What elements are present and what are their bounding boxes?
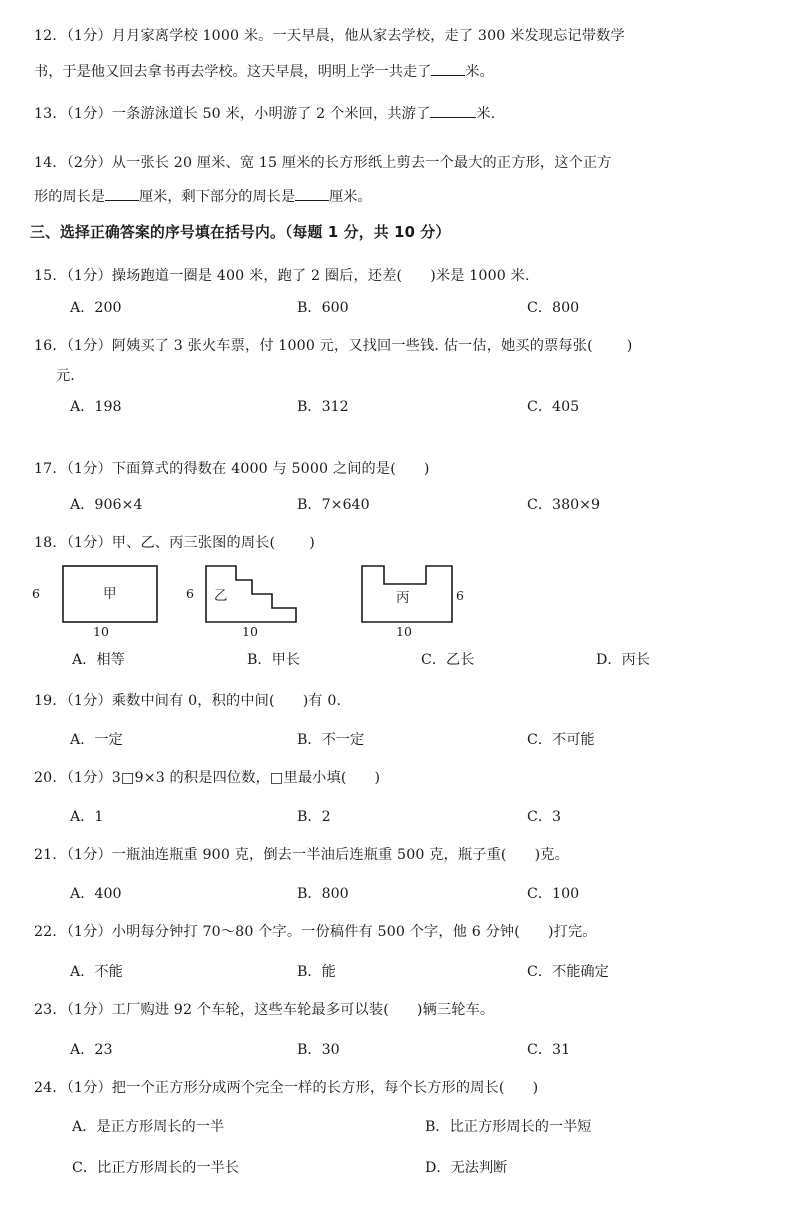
question-23-text-b: )辆三轮车。 [416,1002,495,1018]
question-23-text-a: 23．（1分）工厂购进 92 个车轮，这些车轮最多可以装( [34,1002,389,1018]
question-14-text-c: 厘米。 [329,189,372,205]
question-21-text-a: 21．（1分）一瓶油连瓶重 900 克，倒去一半油后连瓶重 500 克，瓶子重( [34,847,507,863]
question-15-options [0,297,798,319]
option-b[interactable]: B．能 [297,964,336,980]
option-c[interactable]: C．405 [527,399,580,415]
figure-bing-width-label: 10 [396,624,412,639]
option-c[interactable]: C．3 [527,809,562,825]
figure-yi-name: 乙 [214,588,228,604]
question-18-text-b: ) [309,535,315,551]
question-19-options [0,729,798,751]
figure-bing-name: 丙 [396,590,410,606]
option-d[interactable]: D．无法判断 [425,1160,508,1176]
question-14-text-b: 厘米，剩下部分的周长是 [138,189,296,205]
question-17-text-a: 17．（1分）下面算式的得数在 4000 与 5000 之间的是( [34,461,396,477]
question-12-text-line-2-after: 米。 [465,64,494,80]
option-a[interactable]: A．23 [70,1042,113,1058]
question-22-text-b: )打完。 [547,924,597,940]
answer-blank[interactable] [430,117,476,118]
figure-yi-shape [186,560,314,630]
question-15-text-a: 15．（1分）操场跑道一圈是 400 米，跑了 2 圈后，还差( [34,268,403,284]
option-a[interactable]: A．相等 [72,652,125,668]
question-14-line-1 [34,153,774,173]
question-18-figures [0,560,798,640]
option-b[interactable]: B．7×640 [297,497,370,513]
question-18-options [0,649,798,671]
figure-yi-width-label: 10 [242,624,258,639]
question-16-text-a: 16．（1分）阿姨买了 3 张火车票，付 1000 元，又找回一些钱. 估一估，她买的票每张( [34,338,593,354]
option-b[interactable]: B．312 [297,399,349,415]
question-24-options-row-2 [0,1157,798,1179]
question-16-stem-line-2: 元. [56,368,75,384]
question-21-stem [34,845,774,865]
question-15-text-b: )米是 1000 米. [430,268,530,284]
question-18-text-a: 18．（1分）甲、乙、丙三张图的周长( [34,535,276,551]
question-13-text-after: 米. [476,106,496,122]
question-13-line-1 [34,104,774,124]
option-a[interactable]: A．1 [70,809,104,825]
question-17-options [0,494,798,516]
question-12-line-1 [34,26,774,46]
figure-yi-height-label: 6 [186,586,194,601]
option-c[interactable]: C．100 [527,886,580,902]
option-b[interactable]: B．甲长 [247,652,300,668]
option-a[interactable]: A．906×4 [70,497,143,513]
option-d[interactable]: D．丙长 [596,652,650,668]
option-a[interactable]: A．不能 [70,964,123,980]
option-c[interactable]: C．不能确定 [527,964,609,980]
question-13-text-before: 13．（1分）一条游泳道长 50 米，小明游了 2 个米回，共游了 [34,106,431,122]
question-24-stem [34,1078,774,1098]
option-b[interactable]: B．600 [297,300,349,316]
question-24-options-row-1 [0,1116,798,1138]
option-a[interactable]: A．200 [70,300,122,316]
question-24-text-a: 24．（1分）把一个正方形分成两个完全一样的长方形，每个长方形的周长( [34,1080,505,1096]
question-20-text-b: ) [374,770,381,786]
question-19-text-b: )有 0. [302,693,342,709]
question-19-text-a: 19．（1分）乘数中间有 0，积的中间( [34,693,275,709]
figure-jia-height-label: 6 [32,586,40,601]
question-23-stem [34,1000,774,1020]
question-12-text-line-2-before: 书，于是他又回去拿书再去学校。这天早晨，明明上学一共走了 [34,64,432,80]
figure-bing-height-label: 6 [456,588,464,603]
question-16-text-b: ) [626,338,633,354]
answer-blank[interactable] [295,200,329,201]
figure-bing [344,560,474,639]
question-22-stem [34,922,774,942]
answer-blank[interactable] [105,200,139,201]
question-20-options [0,806,798,828]
question-23-options [0,1039,798,1061]
question-21-options [0,883,798,905]
option-b[interactable]: B．比正方形周长的一半短 [425,1119,592,1135]
option-b[interactable]: B．30 [297,1042,340,1058]
option-c[interactable]: C．380×9 [527,497,601,513]
option-c[interactable]: C．不可能 [527,732,595,748]
question-19-stem [34,691,774,711]
figure-jia-shape [32,560,160,630]
option-c[interactable]: C．31 [527,1042,571,1058]
option-a[interactable]: A．198 [70,399,122,415]
question-20-text-a: 20．（1分）3□9×3 的积是四位数，□里最小填( [34,770,347,786]
question-12-text-line-1: 12．（1分）月月家离学校 1000 米。一天早晨，他从家去学校，走了 300 米发现忘记带数学 [34,28,625,44]
question-17-text-b: ) [423,461,430,477]
option-b[interactable]: B．不一定 [297,732,365,748]
option-c[interactable]: C．比正方形周长的一半长 [72,1160,239,1176]
figure-jia-width-label: 10 [93,624,109,639]
answer-blank[interactable] [431,75,465,76]
question-24-text-b: ) [532,1080,539,1096]
question-21-text-b: )克。 [534,847,569,863]
question-14-line-2 [34,187,774,207]
figure-jia [32,560,160,639]
question-20-stem [34,768,774,788]
option-b[interactable]: B．800 [297,886,349,902]
question-16-options [0,396,798,418]
option-a[interactable]: A．一定 [70,732,123,748]
question-17-stem [34,459,774,479]
question-12-line-2 [34,62,774,82]
figure-jia-name: 甲 [103,586,117,602]
option-c[interactable]: C．乙长 [421,652,475,668]
question-22-text-a: 22．（1分）小明每分钟打 70～80 个字。一份稿件有 500 个字，他 6 分钟( [34,924,520,940]
option-a[interactable]: A．400 [70,886,122,902]
question-18-stem [34,533,774,553]
question-16-stem [34,336,774,356]
question-15-stem [34,266,774,286]
question-14-text-line-1: 14．（2分）从一张长 20 厘米、宽 15 厘米的长方形纸上剪去一个最大的正方形，这个正方 [34,155,612,171]
option-b[interactable]: B．2 [297,809,331,825]
option-a[interactable]: A．是正方形周长的一半 [72,1119,225,1135]
option-c[interactable]: C．800 [527,300,580,316]
question-22-options [0,961,798,983]
question-14-text-a: 形的周长是 [34,189,105,205]
section-heading-three: 三、选择正确答案的序号填在括号内。（每题 1 分，共 10 分） [30,224,451,241]
figure-yi [186,560,314,639]
